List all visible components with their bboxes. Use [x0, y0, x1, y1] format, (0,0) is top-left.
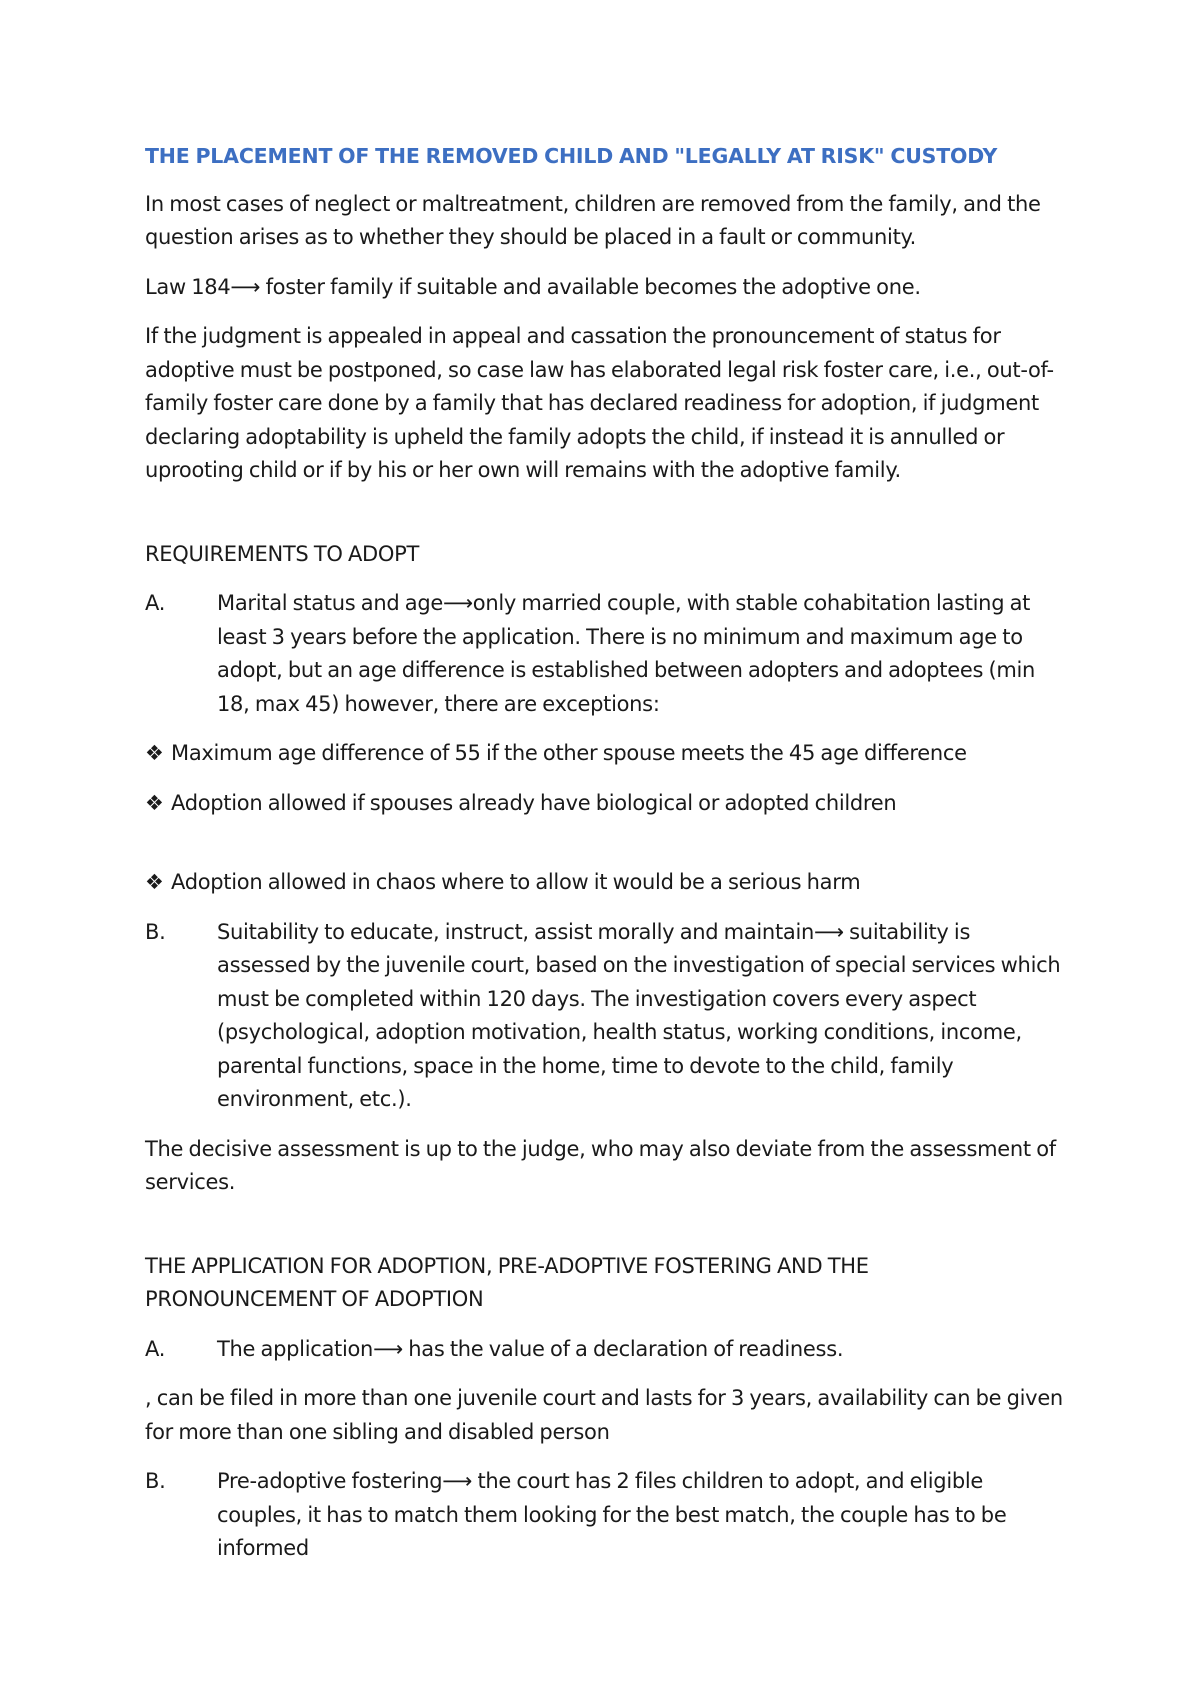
paragraph-legal-risk: If the judgment is appealed in appeal and cassation the pronouncement of status for adoptive must be postponed, so case law has elaborated legal risk foster care, i.e., out-of-family foster care done by a family that has declared readiness for adoption, if judgment declaring adoptability is upheld the family adopts the child, if instead it is annulled or uprooting child or if by his or her own will remains with the adoptive family. — [145, 324, 1054, 482]
document-title: THE PLACEMENT OF THE REMOVED CHILD AND "LEGALLY AT RISK" CUSTODY — [145, 144, 998, 168]
spacer — [145, 1216, 1065, 1250]
paragraph-application-continuation: , can be filed in more than one juvenile court and lasts for 3 years, availability can be given for more than one sibling and disabled person — [145, 1386, 1063, 1444]
list-item-a-marital-status — [145, 587, 1065, 721]
list-marker: B. — [145, 1469, 166, 1493]
section-heading-application: THE APPLICATION FOR ADOPTION, PRE-ADOPTIVE FOSTERING AND THE PRONOUNCEMENT OF ADOPTION — [145, 1253, 869, 1311]
bullet-text: Maximum age difference of 55 if the other spouse meets the 45 age difference — [171, 741, 967, 765]
list-item-text: Pre-adoptive fostering⟶ the court has 2 files children to adopt, and eligible couples, it has to match them looking for the best match, the couple has to be informed — [217, 1469, 1007, 1560]
diamond-bullet-icon: ❖ — [145, 790, 164, 815]
list-marker: B. — [145, 919, 166, 944]
list-item-b-suitability — [145, 916, 1065, 1117]
list-item-text: The application⟶ has the value of a declaration of readiness. — [217, 1336, 844, 1361]
diamond-bullet-icon: ❖ — [145, 741, 164, 765]
bullet-item-max-age — [145, 737, 1065, 771]
bullet-item-serious-harm — [145, 866, 1065, 900]
diamond-bullet-icon: ❖ — [145, 870, 164, 894]
paragraph-law-184: Law 184⟶ foster family if suitable and available becomes the adoptive one. — [145, 274, 921, 299]
section-heading-requirements: REQUIREMENTS TO ADOPT — [145, 541, 420, 566]
list-item-text: Suitability to educate, instruct, assist morally and maintain⟶ suitability is assessed by the juvenile court, based on the investigation of special services which must be completed within 120 days. The investigation covers every aspect (psychological, adoption motivation, health status, working conditions, income, parental functions, space in the home, time to devote to the child, family environment, etc.). — [217, 919, 1061, 1111]
paragraph-judge-assessment: The decisive assessment is up to the judge, who may also deviate from the assessment of services. — [145, 1136, 1056, 1194]
list-marker: A. — [145, 1336, 166, 1361]
document-page — [145, 140, 1065, 1582]
bullet-item-children — [145, 787, 1065, 821]
paragraph-removal: In most cases of neglect or maltreatment, children are removed from the family, and the question arises as to whether they should be placed in a fault or community. — [145, 191, 1041, 249]
list-item-b-pre-adoptive — [145, 1465, 1065, 1566]
list-item-a-application — [145, 1333, 1065, 1367]
list-item-text: Marital status and age⟶only married couple, with stable cohabitation lasting at least 3 years before the application. There is no minimum and maximum age to adopt, but an age difference is established between adopters and adoptees (min 18, max 45) however, there are exceptions: — [217, 591, 1036, 716]
spacer — [145, 504, 1065, 538]
list-marker: A. — [145, 591, 166, 615]
bullet-text: Adoption allowed if spouses already have biological or adopted children — [171, 790, 897, 815]
bullet-text: Adoption allowed in chaos where to allow it would be a serious harm — [171, 870, 861, 894]
spacer — [145, 836, 1065, 866]
